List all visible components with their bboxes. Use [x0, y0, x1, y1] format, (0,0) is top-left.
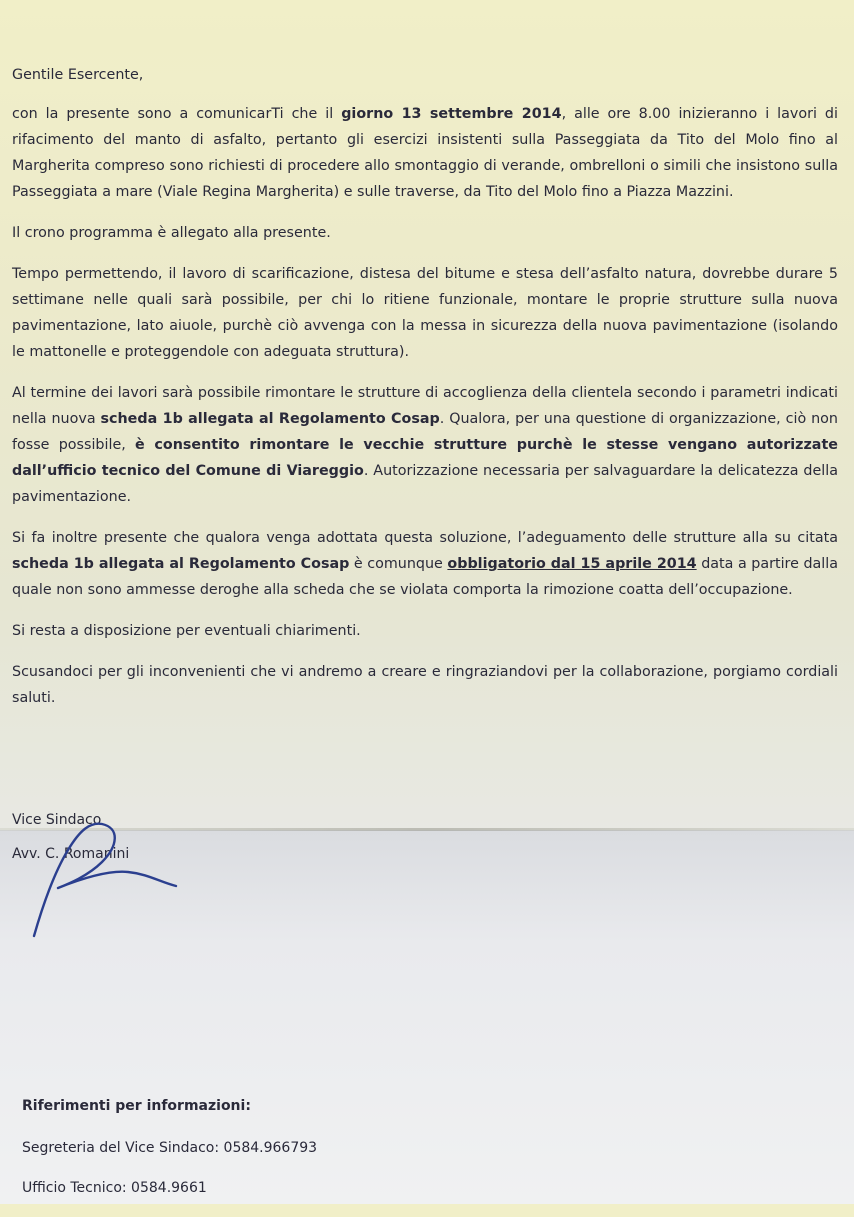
- underlined-emphasis: obbligatorio dal 15 aprile 2014: [447, 556, 697, 572]
- paragraph-obligation: Si fa inoltre presente che qualora venga adottata questa soluzione, l’adeguamento delle strutture alla su citata scheda 1b allegata al Regolamento Cosap è comunque obbligatorio dal 15 aprile 2014 data a partire dalla quale non sono ammesse deroghe alla scheda che se violata comporta la rimozione coatta dell’occupazione.: [12, 530, 838, 598]
- bold-emphasis: scheda 1b allegata al Regolamento Cosap: [100, 411, 440, 427]
- letter-body: [12, 62, 838, 726]
- paragraph-availability: Si resta a disposizione per eventuali chiarimenti.: [12, 623, 361, 639]
- paragraph-schedule: Il crono programma è allegato alla presente.: [12, 225, 331, 241]
- references-heading: Riferimenti per informazioni:: [22, 1098, 251, 1114]
- contact-references: [22, 1095, 317, 1217]
- signature-stroke: [34, 824, 176, 936]
- paragraph-work-start: con la presente sono a comunicarTi che il giorno 13 settembre 2014, alle ore 8.00 inizieranno i lavori di rifacimento del manto di asfalto, pertanto gli esercizi insistenti sulla Passeggiata da Tito del Molo fino al Margherita compreso sono richiesti di procedere allo smontaggio di verande, ombrelloni o simili che insistono sulla Passeggiata a mare (Viale Regina Margherita) e sulle traverse, da Tito del Molo fino a Piazza Mazzini.: [12, 106, 838, 200]
- reference-line-segreteria: Segreteria del Vice Sindaco: 0584.966793: [22, 1140, 318, 1156]
- paragraph-reassembly: Al termine dei lavori sarà possibile rimontare le strutture di accoglienza della clientela secondo i parametri indicati nella nuova scheda 1b allegata al Regolamento Cosap. Qualora, per una questione di organizzazione, ciò non fosse possibile, è consentito rimontare le vecchie strutture purchè le stesse vengano autorizzate dall’ufficio tecnico del Comune di Viareggio. Autorizzazione necessaria per salvaguardare la delicatezza della pavimentazione.: [12, 385, 838, 505]
- bold-emphasis: è consentito rimontare le vecchie strutture purchè le stesse vengano autorizzate dall’ufficio tecnico del Comune di Viareggio: [12, 437, 838, 479]
- handwritten-signature: [28, 818, 188, 940]
- paragraph-duration: Tempo permettendo, il lavoro di scarificazione, distesa del bitume e stesa dell’asfalto natura, dovrebbe durare 5 settimane nelle quali sarà possibile, per chi lo ritiene funzionale, montare le proprie strutture sulla nuova pavimentazione, lato aiuole, purchè ciò avvenga con la messa in sicurezza della nuova pavimentazione (isolando le mattonelle e proteggendole con adeguata struttura).: [12, 266, 838, 360]
- paragraph-closing: Scusandoci per gli inconvenienti che vi andremo a creare e ringraziandovi per la collaborazione, porgiamo cordiali saluti.: [12, 664, 838, 706]
- salutation: Gentile Esercente,: [12, 67, 144, 83]
- bold-emphasis: giorno 13 settembre 2014: [341, 106, 562, 122]
- reference-line-ufficio: Ufficio Tecnico: 0584.9661: [22, 1180, 207, 1196]
- bold-emphasis: scheda 1b allegata al Regolamento Cosap: [12, 556, 350, 572]
- signatory-role: Vice Sindaco: [12, 812, 102, 828]
- signatory-name: Avv. C. Romanini: [12, 846, 130, 862]
